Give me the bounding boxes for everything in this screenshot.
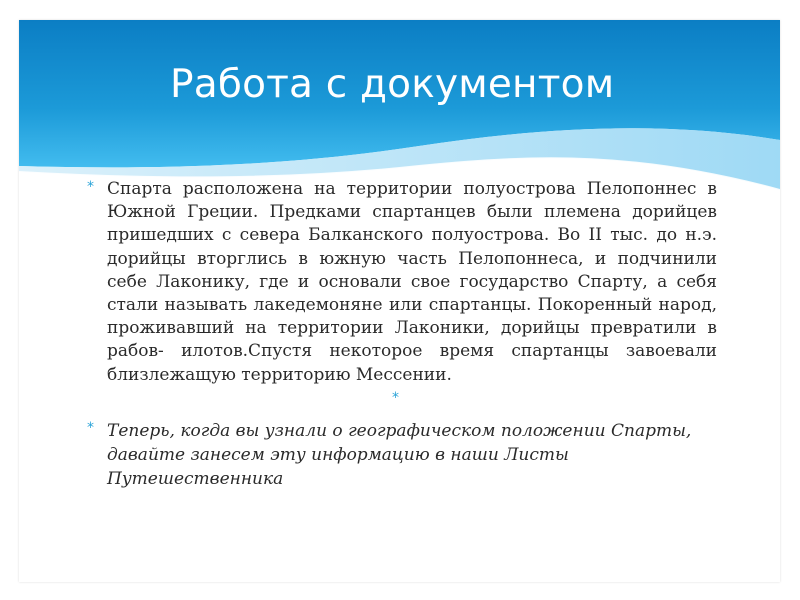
bullet-item-empty	[87, 387, 717, 411]
bullet-list	[87, 178, 717, 491]
paragraph-text: Спарта расположена на территории полуострова Пелопоннес в Южной Греции. Предками спартанцев были племена дорийцев пришедших с севера Балканского полуострова. Во II тыс. до н.э. дорийцы вторглись в южную часть Пелопоннеса, и подчинили себе Лаконику, где и основали свое государство Спарту, а себя стали называть лакедемоняне или спартанцы. Покоренный народ, проживавший на территории Лаконики, дорийцы превратили в рабов- илотов.Спустя некоторое время спартанцы завоевали близлежащую территорию Мессении.	[107, 179, 717, 385]
slide	[19, 20, 780, 582]
bullet-item-sparta	[87, 178, 717, 387]
asterisk-bullet-icon: *	[87, 179, 94, 195]
asterisk-bullet-icon: *	[392, 389, 399, 406]
bullet-item-task	[87, 419, 717, 491]
italic-paragraph-text: Теперь, когда вы узнали о географическом положении Спарты, давайте занесем эту информацию в наши Листы Путешественника	[107, 420, 692, 489]
slide-title: Работа с документом	[170, 62, 615, 107]
asterisk-bullet-icon: *	[87, 419, 94, 436]
